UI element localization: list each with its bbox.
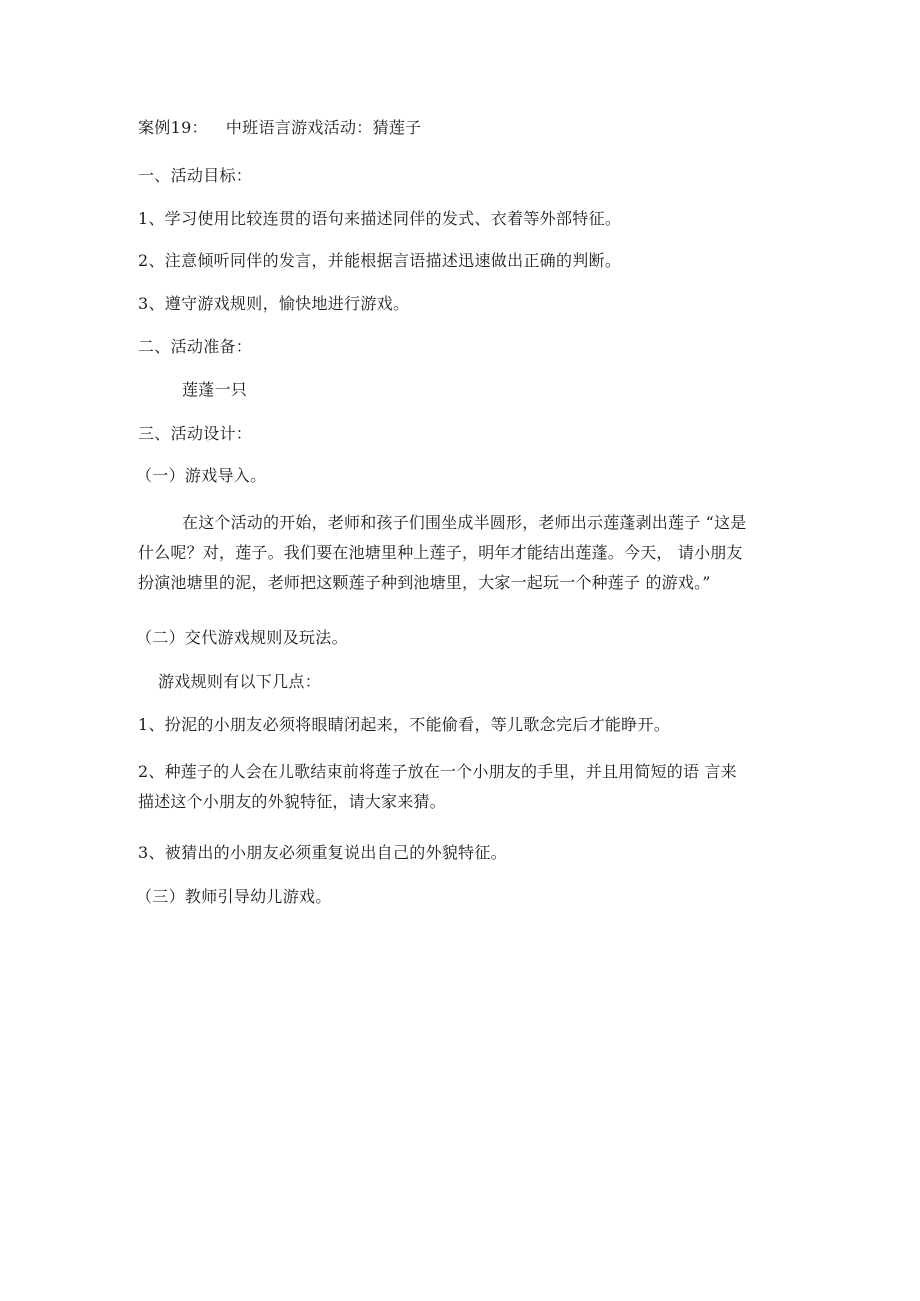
rule-item-1: 1、扮泥的小朋友必须将眼睛闭起来，不能偷看，等儿歌念完后才能睁开。 — [138, 715, 671, 734]
rule-item-2 — [138, 757, 788, 817]
paragraph-line-3: 扮演池塘里的泥，老师把这颗莲子种到池塘里，大家一起玩一个种莲子 的游戏。” — [138, 573, 711, 592]
preparation-material: 莲蓬一只 — [182, 380, 248, 399]
document-title — [138, 118, 421, 138]
section-3-heading: 三、活动设计： — [138, 424, 253, 443]
paragraph-line-1: 在这个活动的开始，老师和孩子们围坐成半圆形，老师出示莲蓬剥出莲子 “这是 — [182, 513, 747, 532]
objective-item-3: 3、遵守游戏规则，愉快地进行游戏。 — [138, 294, 410, 313]
case-number: 案例19： — [138, 118, 208, 137]
paragraph-line-2: 什么呢？对，莲子。我们要在池塘里种上莲子，明年才能结出莲蓬。今天， 请小朋友 — [138, 543, 743, 562]
rule-item-3: 3、被猜出的小朋友必须重复说出自己的外貌特征。 — [138, 843, 508, 862]
part-3-heading: （三）教师引导幼儿游戏。 — [136, 887, 332, 906]
part-1-heading: （一）游戏导入。 — [136, 466, 267, 485]
part-1-paragraph — [138, 508, 788, 598]
rule-2-line-2: 描述这个小朋友的外貌特征，请大家来猜。 — [138, 792, 446, 811]
section-1-heading: 一、活动目标： — [138, 166, 253, 185]
objective-item-2: 2、注意倾听同伴的发言，并能根据言语描述迅速做出正确的判断。 — [138, 251, 622, 270]
title-text: 中班语言游戏活动：猜莲子 — [225, 118, 422, 137]
rule-2-line-1: 2、种莲子的人会在儿歌结束前将莲子放在一个小朋友的手里，并且用简短的语 言来 — [138, 762, 737, 781]
objective-item-1: 1、学习使用比较连贯的语句来描述同伴的发式、衣着等外部特征。 — [138, 209, 622, 228]
rules-intro: 游戏规则有以下几点： — [158, 672, 322, 691]
part-2-heading: （二）交代游戏规则及玩法。 — [136, 628, 348, 647]
section-2-heading: 二、活动准备： — [138, 337, 253, 356]
